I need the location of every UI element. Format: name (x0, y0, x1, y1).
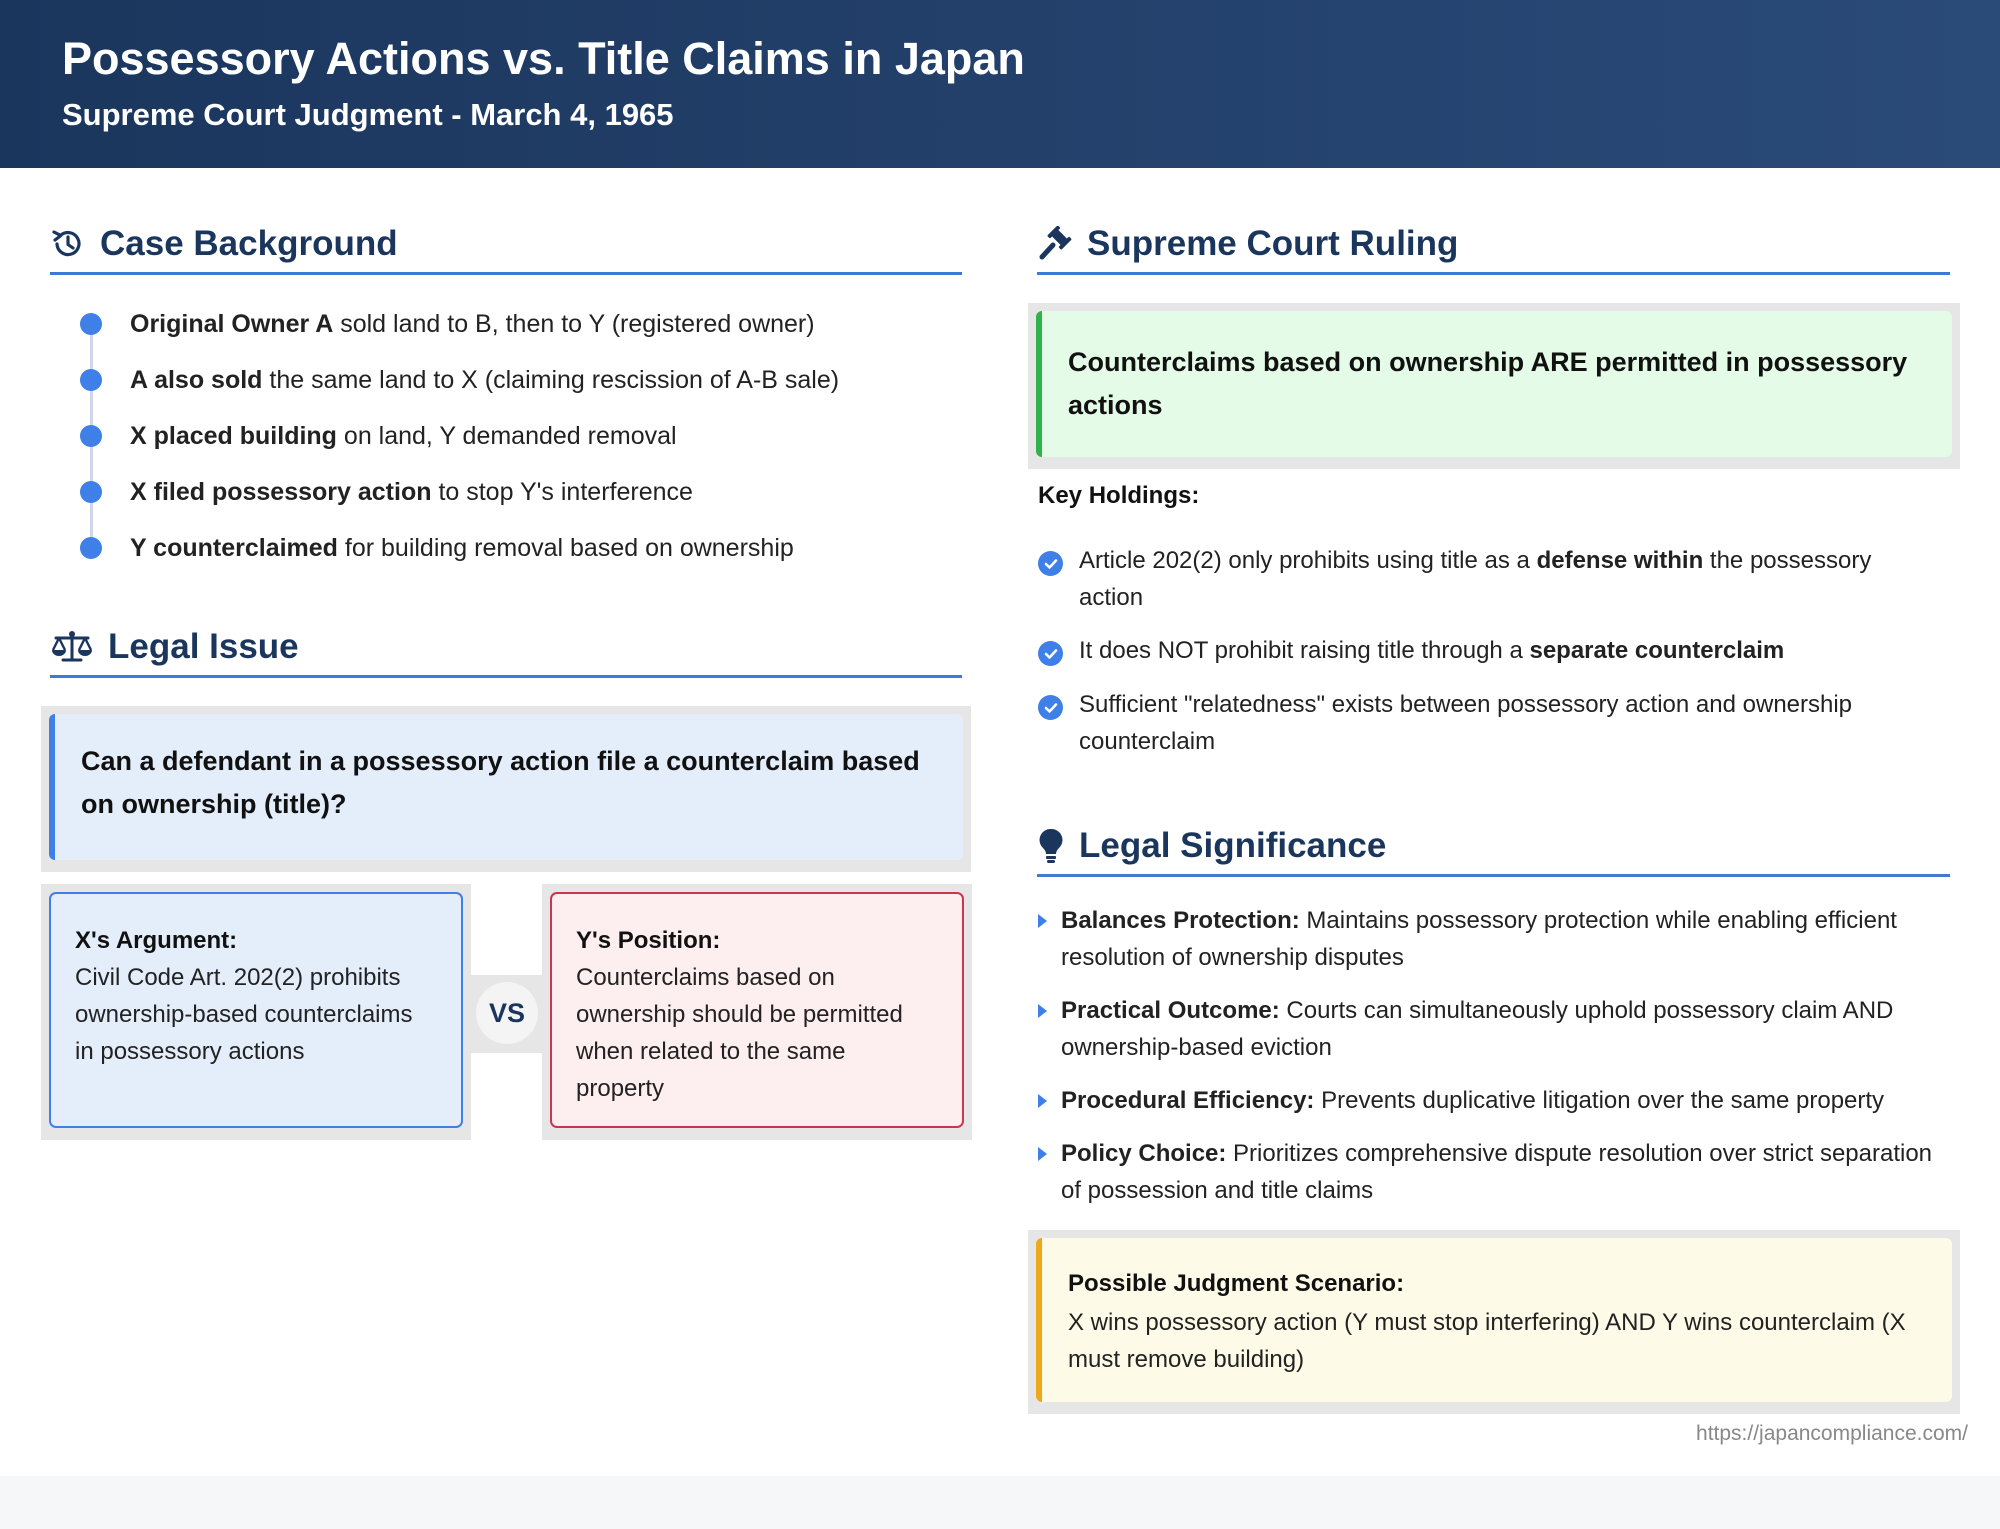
x-argument-body: Civil Code Art. 202(2) prohibits ownership-based counterclaims in possessory actions (75, 964, 413, 1065)
x-argument-heading: X's Argument: (75, 927, 238, 954)
timeline-item (80, 472, 693, 512)
case-background-heading (50, 215, 962, 275)
source-url: https://japancompliance.com/ (1696, 1422, 1968, 1445)
ruling-holding: Counterclaims based on ownership ARE permitted in possessory actions (1068, 347, 1908, 420)
ruling-title: Supreme Court Ruling (1087, 223, 1459, 263)
history-icon (50, 226, 86, 262)
timeline-item-text: sold land to B, then to Y (registered owner) (333, 309, 815, 338)
key-holding-text: the possessory action (1079, 547, 1872, 611)
scale-icon (50, 629, 94, 665)
judgment-scenario-callout (1028, 1230, 1960, 1414)
scenario-heading: Possible Judgment Scenario: (1068, 1270, 1405, 1297)
significance-item-text: Prevents duplicative litigation over the same property (1314, 1087, 1885, 1114)
timeline-item (80, 528, 794, 568)
timeline-item (80, 360, 839, 400)
key-holding-item (1038, 542, 1938, 616)
timeline-dot (80, 425, 102, 447)
timeline-item-text: for building removal based on ownership (337, 533, 794, 562)
significance-heading (1037, 817, 1950, 877)
significance-item-text: Maintains possessory protection while enabling efficient resolution of ownership disputes (1061, 907, 1897, 971)
scenario-body: X wins possessory action (Y must stop interfering) AND Y wins counterclaim (X must remove building) (1068, 1309, 1906, 1373)
timeline-item-bold: Y counterclaimed (130, 533, 338, 562)
legal-issue-title: Legal Issue (108, 626, 299, 666)
caret-right-icon (1038, 1147, 1047, 1161)
y-position-heading: Y's Position: (576, 927, 721, 954)
check-icon (1038, 551, 1063, 576)
timeline-dot (80, 537, 102, 559)
page-subtitle: Supreme Court Judgment - March 4, 1965 (62, 97, 674, 132)
significance-item (1038, 1135, 1948, 1209)
significance-item-bold: Procedural Efficiency: (1061, 1087, 1315, 1114)
key-holding-text: It does NOT prohibit raising title through a (1079, 637, 1530, 664)
x-argument-card (41, 884, 471, 1140)
y-position-body: Counterclaims based on ownership should be permitted when related to the same property (576, 964, 903, 1102)
timeline-dot (80, 369, 102, 391)
header-banner (0, 0, 2000, 168)
timeline-dot (80, 481, 102, 503)
legal-issue-heading (50, 618, 962, 678)
caret-right-icon (1038, 1094, 1047, 1108)
ruling-callout (1028, 303, 1960, 469)
timeline-item-bold: X filed possessory action (130, 477, 432, 506)
check-icon (1038, 641, 1063, 666)
page-title: Possessory Actions vs. Title Claims in Japan (62, 33, 1025, 84)
key-holding-item (1038, 686, 1938, 760)
significance-item-bold: Policy Choice: (1061, 1140, 1227, 1167)
significance-item (1038, 902, 1948, 976)
key-holding-bold: separate counterclaim (1529, 637, 1785, 664)
lightbulb-icon (1037, 827, 1065, 865)
timeline-item-text: to stop Y's interference (431, 477, 693, 506)
legal-issue-question: Can a defendant in a possessory action file a counterclaim based on ownership (title)? (81, 746, 920, 819)
timeline-item-text: the same land to X (claiming rescission of A-B sale) (262, 365, 840, 394)
timeline-item-text: on land, Y demanded removal (336, 421, 677, 450)
case-background-title: Case Background (100, 223, 398, 263)
significance-title: Legal Significance (1079, 825, 1387, 865)
significance-item-text: Courts can simultaneously uphold possessory claim AND ownership-based eviction (1061, 997, 1894, 1061)
key-holding-item (1038, 632, 1938, 669)
caret-right-icon (1038, 1004, 1047, 1018)
timeline-dot (80, 313, 102, 335)
significance-item (1038, 1082, 1948, 1119)
check-icon (1038, 695, 1063, 720)
timeline-item (80, 304, 815, 344)
key-holding-text: Sufficient "relatedness" exists between possessory action and ownership counterclaim (1079, 691, 1853, 755)
ruling-heading (1037, 215, 1950, 275)
gavel-icon (1037, 226, 1073, 262)
significance-item-bold: Balances Protection: (1061, 907, 1300, 934)
timeline-item-bold: X placed building (130, 421, 337, 450)
caret-right-icon (1038, 914, 1047, 928)
timeline-item (80, 416, 677, 456)
significance-item-bold: Practical Outcome: (1061, 997, 1280, 1024)
key-holdings-label: Key Holdings: (1038, 482, 1200, 509)
significance-item (1038, 992, 1948, 1066)
vs-badge: VS (476, 982, 538, 1044)
y-position-card (542, 884, 972, 1140)
significance-item-text: Prioritizes comprehensive dispute resolution over strict separation of possession and title claims (1061, 1140, 1933, 1204)
timeline-item-bold: Original Owner A (130, 309, 334, 338)
timeline-item-bold: A also sold (130, 365, 263, 394)
legal-issue-callout (41, 706, 971, 872)
key-holding-bold: defense within (1536, 547, 1704, 574)
key-holding-text: Article 202(2) only prohibits using title as a (1079, 547, 1537, 574)
